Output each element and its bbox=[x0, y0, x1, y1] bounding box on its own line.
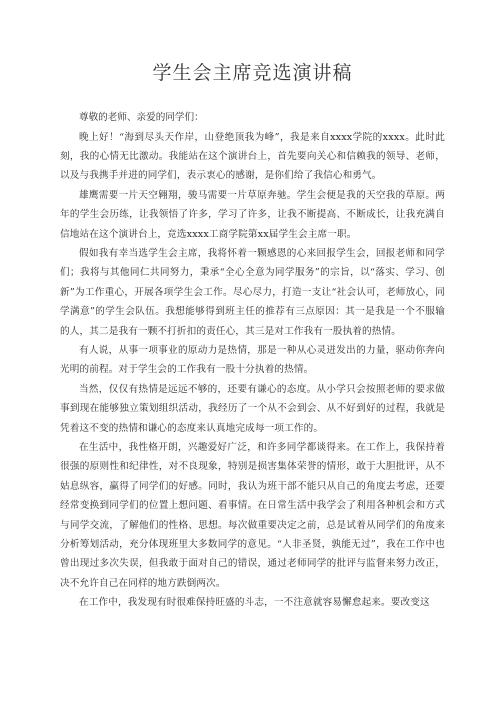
paragraph-attitude: 当然，仅仅有热情是远远不够的，还要有谦心的态度。从小学只会按照老师的要求做事到现在能够独立策划组织活动，我经历了一个从不会到会、从不好到好的过程，我就是凭着这不变的热情和谦心的态度来认真地完成每一项工作的。 bbox=[60, 383, 445, 434]
paragraph-election-pledge: 假如我有幸当选学生会主席，我将怀着一颗感恩的心来回报学生会，回报老师和同学们；我将与其他同仁共同努力，秉承“全心全意为同学服务”的宗旨，以“落实、学习、创新”为工作重心，开展各项学生会工作。尽心尽力，打造一支让“社会认可，老师放心，同学满意”的学生会队伍。我想能够得到班主任的推荐有三点原因：其一是我是一个不服输的人，其二是我有一颗不打折扣的责任心，其三是对工作我有一股执着的热情。 bbox=[60, 247, 445, 337]
salutation: 尊敬的老师、亲爱的同学们： bbox=[79, 112, 204, 123]
paragraph-enthusiasm: 有人说，从事一项事业的原动力是热情，那是一种从心灵迸发出的力量，驱动你奔向光明的前程。对于学生会的工作我有一股十分执着的热情。 bbox=[60, 344, 445, 376]
paragraph-greeting: 晚上好！“海到尽头天作岸，山登绝顶我为峰”，我是来自xxxx学院的xxxx。此时此刻，我的心情无比激动。我能站在这个演讲台上，首先要向关心和信赖我的领导、老师，以及与我携手并进的同学们，表示衷心的感谢，是你们给了我信心和勇气。 bbox=[60, 131, 445, 182]
paragraph-student-union-experience: 雄鹰需要一片天空翱翔，骏马需要一片草原奔驰。学生会便是我的天空我的草原。两年的学生会历练，让我领悟了许多，学习了许多，让我不断提高、不断成长，让我充满自信地站在这个演讲台上，竞选xxxx工商学院第xx届学生会主席一职。 bbox=[60, 189, 445, 240]
paragraph-motivation: 在工作中，我发现有时很难保持旺盛的斗志，一不注意就容易懈怠起来。要改变这 bbox=[79, 597, 430, 609]
paragraph-personality-and-work: 在生活中，我性格开朗，兴趣爱好广泛，和许多同学都谈得来。在工作上，我保持着很强的原则性和纪律性，对不良现象，特别是损害集体荣誉的情形，敢于大胆批评，从不姑息纵容，赢得了同学们的好感。同时，我认为班干部不能只从自己的角度去考虑，还要经常变换到同学们的位置上想问题、看事情。在日常生活中我学会了利用各种机会和方式与同学交流，了解他们的性格、思想。每次做重要决定之前，总是试着从同学们的角度来分析筹划活动，充分体现班里大多数同学的意见。“人非圣贤，孰能无过”，我在工作中也曾出现过多次失误，但我敢于面对自己的错误，通过老师同学的批评与监督来努力改正，决不允许自己在同样的地方跌倒两次。 bbox=[60, 442, 445, 589]
document-title: 学生会主席竞选演讲稿 bbox=[152, 62, 353, 84]
